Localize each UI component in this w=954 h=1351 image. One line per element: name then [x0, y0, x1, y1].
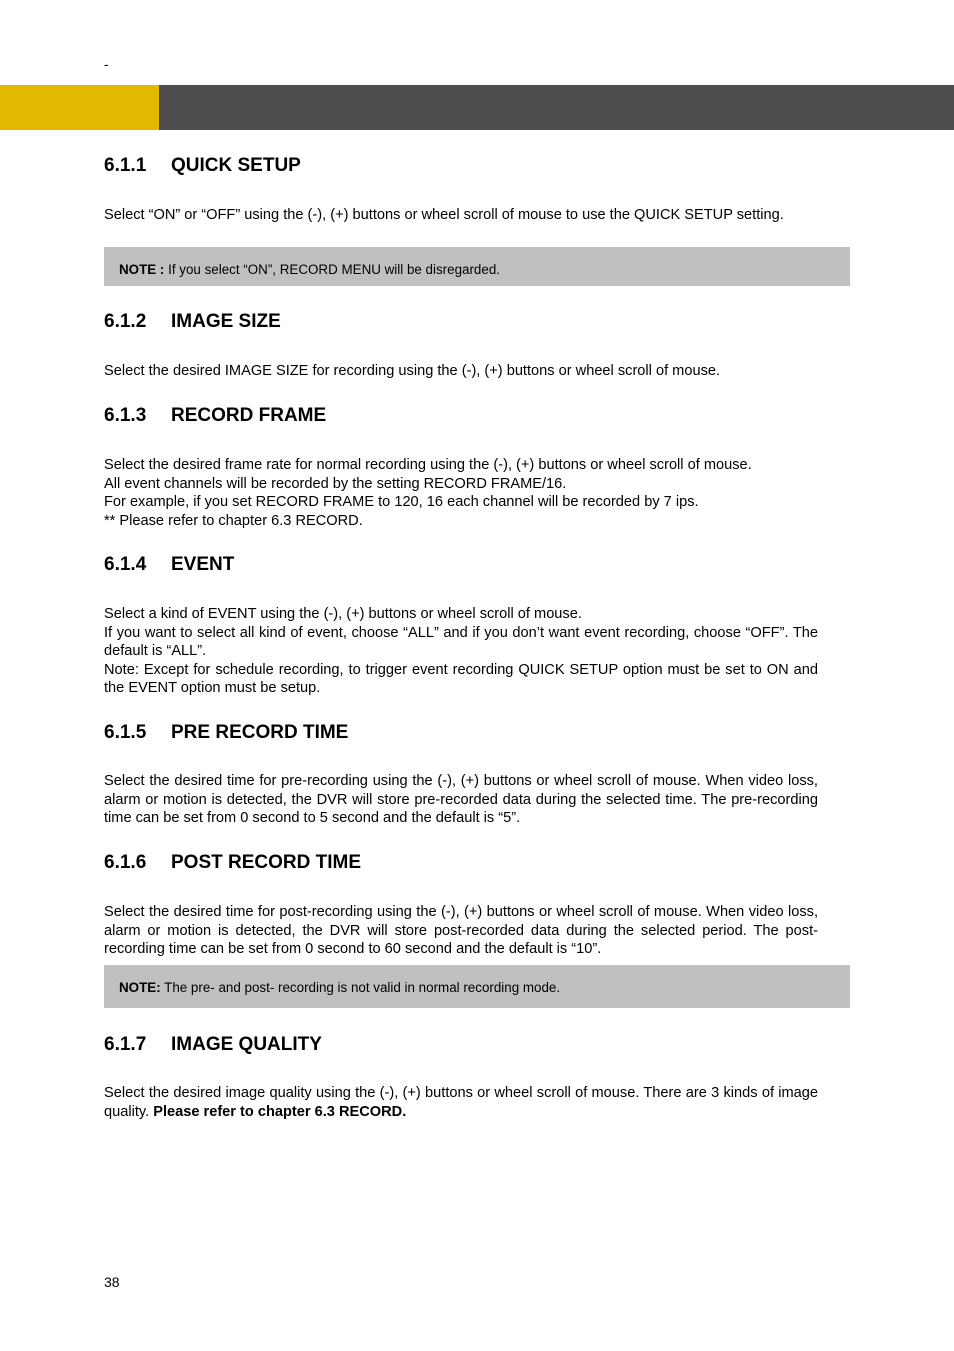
section-paragraph	[104, 456, 818, 530]
paragraph-line: Select the desired image quality using the (-), (+) buttons or wheel scroll of mouse. There are 3 kinds of image quality.	[104, 1085, 818, 1120]
section-number: 6.1.1	[104, 155, 147, 176]
section-heading	[104, 405, 326, 427]
section-heading	[104, 722, 348, 744]
note-text: If you select “ON”, RECORD MENU will be disregarded.	[164, 262, 500, 277]
paragraph-line: Note: Except for schedule recording, to trigger event recording QUICK SETUP option must be set to ON and the EVENT option must be setup.	[104, 661, 818, 696]
section-heading	[104, 155, 301, 177]
section-title: IMAGE QUALITY	[171, 1034, 322, 1055]
section-paragraph	[104, 903, 818, 959]
paragraph-bold-reference: Please refer to chapter 6.3 RECORD.	[153, 1103, 407, 1120]
paragraph-line: For example, if you set RECORD FRAME to 120, 16 each channel will be recorded by 7 ips.	[104, 494, 699, 510]
section-title: POST RECORD TIME	[171, 852, 362, 873]
section-number: 6.1.7	[104, 1034, 147, 1055]
section-title: RECORD FRAME	[171, 405, 327, 426]
paragraph-line: Select the desired time for post-recording using the (-), (+) buttons or wheel scroll of mouse. When video loss, alarm or motion is detected, the DVR will store post-recorded data during the selected period. The post-recording time can be set from 0 second to 60 second and the default is “10”.	[104, 904, 818, 957]
paragraph-line: Select “ON” or “OFF” using the (-), (+) buttons or wheel scroll of mouse to use the QUICK SETUP setting.	[104, 207, 784, 223]
page-number: 38	[104, 1274, 120, 1290]
section-number: 6.1.2	[104, 311, 147, 332]
note-text: The pre- and post- recording is not valid in normal recording mode.	[160, 980, 561, 995]
paragraph-line: All event channels will be recorded by the setting RECORD FRAME/16.	[104, 475, 567, 492]
paragraph-line: ** Please refer to chapter 6.3 RECORD.	[104, 512, 363, 529]
paragraph-line: Select a kind of EVENT using the (-), (+) buttons or wheel scroll of mouse.	[104, 606, 582, 622]
section-paragraph	[104, 362, 818, 381]
section-number: 6.1.6	[104, 852, 147, 873]
note-label: NOTE:	[119, 980, 161, 995]
section-title: QUICK SETUP	[171, 155, 301, 176]
section-number: 6.1.5	[104, 722, 147, 743]
section-heading	[104, 311, 281, 333]
section-paragraph	[104, 605, 818, 698]
section-paragraph	[104, 1084, 818, 1121]
section-number: 6.1.4	[104, 554, 147, 575]
header-dark-band	[159, 85, 954, 130]
section-title: PRE RECORD TIME	[171, 722, 349, 743]
paragraph-line: Select the desired IMAGE SIZE for recording using the (-), (+) buttons or wheel scroll of mouse.	[104, 363, 721, 379]
note-box	[104, 247, 850, 286]
section-title: IMAGE SIZE	[171, 311, 281, 332]
header-accent-band	[0, 85, 159, 130]
paragraph-line: If you want to select all kind of event, choose “ALL” and if you don’t want event recording, choose “OFF”. The default is “ALL”.	[104, 624, 818, 659]
paragraph-line: Select the desired time for pre-recording using the (-), (+) buttons or wheel scroll of mouse. When video loss, alarm or motion is detected, the DVR will store pre-recorded data during the selected time. The pre-recording time can be set from 0 second to 5 second and the default is “5”.	[104, 773, 818, 826]
section-heading	[104, 554, 234, 576]
section-heading	[104, 852, 361, 874]
section-heading	[104, 1034, 322, 1056]
note-box	[104, 965, 850, 1008]
note-label: NOTE :	[119, 262, 165, 277]
header-mark: -	[104, 56, 109, 72]
section-number: 6.1.3	[104, 405, 147, 426]
section-paragraph	[104, 206, 818, 225]
section-title: EVENT	[171, 554, 235, 575]
section-paragraph	[104, 772, 818, 828]
paragraph-line: Select the desired frame rate for normal recording using the (-), (+) buttons or wheel scroll of mouse.	[104, 457, 752, 473]
